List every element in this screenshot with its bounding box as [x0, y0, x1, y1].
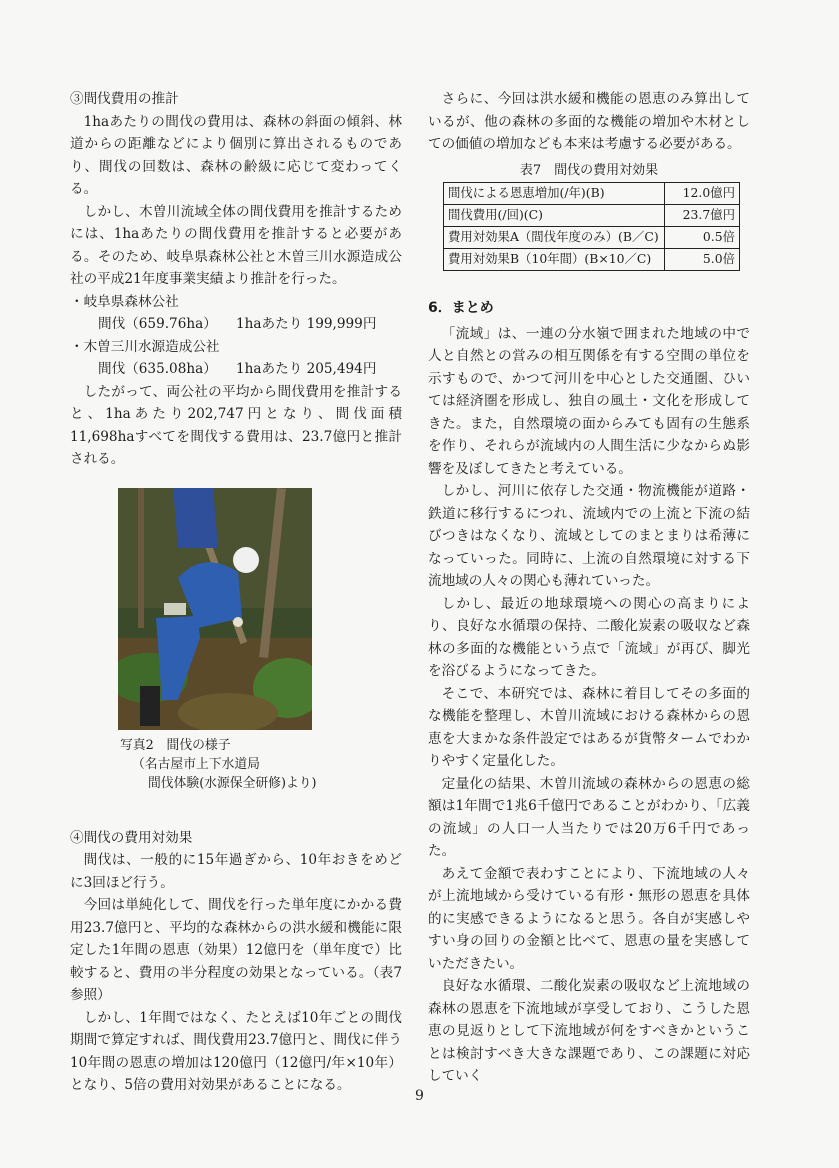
table-cell-value: 23.7億円	[665, 204, 740, 226]
section-title-summary: 6．まとめ	[428, 299, 494, 316]
page-number: 9	[415, 1088, 424, 1104]
table-cell-label: 費用対効果A（間伐年度のみ）(B／C)	[444, 226, 665, 248]
org-kiso-label: ・木曽三川水源造成公社	[70, 338, 220, 355]
paragraph: あえて金額で表わすことにより、下流地域の人々が上流地域から受けている有形・無形の恩恵を具体的に実感できるようになると思う。各自が実感しやすい身の回りの金額と比べて、恩恵の量を実感していただきたい。	[428, 865, 750, 972]
table-cell-label: 費用対効果B（10年間）(B×10／C)	[444, 248, 665, 270]
paragraph: しかし、最近の地球環境への関心の高まりにより、良好な水循環の保持、二酸化炭素の吸収など森林の多面的な機能という点で「流域」が再び、脚光を浴びるようになってきた。	[428, 595, 750, 679]
thinning-photo	[118, 488, 312, 730]
org-kiso-cost: 1haあたり 205,494円	[236, 361, 377, 377]
table-cell-label: 間伐による恩恵増加(/年)(B)	[444, 182, 665, 204]
table-cell-label: 間伐費用(/回)(C)	[444, 204, 665, 226]
caption-line: 間伐体験(水源保全研修)より)	[148, 775, 317, 791]
org-gifu-label: ・岐阜県森林公社	[70, 293, 179, 310]
org-kiso-cost-row	[70, 358, 402, 381]
paragraph: 良好な水循環、二酸化炭素の吸収など上流地域の森林の恩恵を下流地域が享受しており、こうした恩恵の見返りとして下流地域が何をすべきかということは検討すべき大きな課題であり、この課題に対応していく	[428, 978, 750, 1084]
paragraph: しかし、木曽川流域全体の間伐費用を推計するためには、1haあたりの間伐費用を推計すると必要がある。そのため、岐阜県森林公社と木曽三川水源造成公社の平成21年度事業実績より推計を行った。	[70, 203, 402, 287]
caption-line: 写真2 間伐の様子	[120, 737, 231, 753]
org-gifu-cost: 1haあたり 199,999円	[236, 316, 377, 332]
left-column	[70, 88, 402, 1097]
table-row	[444, 204, 740, 226]
table-row	[444, 226, 740, 248]
photo-caption	[120, 736, 402, 793]
right-column	[428, 88, 750, 1088]
paragraph: 間伐は、一般的に15年過ぎから、10年おきをめどに3回ほど行う。	[70, 852, 402, 891]
paragraph: しかし、1年間ではなく、たとえば10年ごとの間伐期間で算定すれば、間伐費用23.7億円と、間伐に伴う10年間の恩恵の増加は120億円（12億円/年×10年）となり、5倍の費用対効果があることになる。	[70, 1009, 402, 1093]
caption-line: （名古屋市上下水道局	[132, 756, 260, 772]
table-cell-value: 12.0億円	[665, 182, 740, 204]
section-heading-thinning-cost: ③間伐費用の推計	[70, 91, 179, 107]
paragraph: 定量化の結果、木曽川流域の森林からの恩恵の総額は1年間で1兆6千億円であることがわかり、「広義の流域」の人口一人当たりでは20万6千円であった。	[428, 775, 750, 859]
table-row	[444, 182, 740, 204]
cost-effect-table	[443, 182, 740, 271]
section-heading-cost-effect: ④間伐の費用対効果	[70, 829, 193, 846]
table-cell-value: 5.0倍	[665, 248, 740, 270]
paragraph: 今回は単純化して、間伐を行った単年度にかかる費用23.7億円と、平均的な森林からの洪水緩和機能に限定した1年間の恩恵（効果）12億円を（単年度で）比較すると、費用の半分程度の効果となっている。（表7参照）	[70, 897, 402, 1003]
thinning-photo-image	[118, 488, 312, 730]
paragraph: 「流域」は、一連の分水嶺で囲まれた地域の中で人と自然との営みの相互関係を有する空間の単位を示すもので、かつて河川を中心とした交通圏、ひいては経済圏を形成し、独自の風土・文化を形成してきた。また，自然環境の面からみても固有の生態系を作り、それらが流域内の人間生活に少なからぬ影響を及ぼしてきたと考えている。	[428, 325, 750, 477]
paragraph: さらに、今回は洪水緩和機能の恩恵のみ算出しているが、他の森林の多面的な機能の増加や木材としての価値の増加なども本来は考慮する必要がある。	[428, 91, 750, 152]
paragraph: したがって、両公社の平均から間伐費用を推計すると、1haあたり202,747円となり、間伐面積11,698haすべてを間伐する費用は、23.7億円と推計される。	[70, 383, 402, 467]
paragraph: 1haあたりの間伐の費用は、森林の斜面の傾斜、林道からの距離などにより個別に算出されるものであり、間伐の回数は、森林の齢級に応じて変わってくる。	[70, 113, 402, 197]
table-cell-value: 0.5倍	[665, 226, 740, 248]
org-gifu-cost-row	[70, 313, 402, 336]
org-kiso-area: 間伐（635.08ha）	[98, 361, 217, 377]
paragraph: そこで、本研究では、森林に着目してその多面的な機能を整理し、木曽川流域における森林からの恩恵を大まかな条件設定ではあるが貨幣タームでわかりやすく定量化した。	[428, 685, 750, 769]
table-row	[444, 248, 740, 270]
table-title: 表7 間伐の費用対効果	[519, 162, 659, 178]
paragraph: しかし、河川に依存した交通・物流機能が道路・鉄道に移行するにつれ、流域内での上流と下流の結びつきはなくなり、流域としてのまとまりは希薄になっていった。同時に、上流の自然環境に対する下流地域の人々の関心も薄れていった。	[428, 483, 750, 589]
org-gifu-area: 間伐（659.76ha）	[98, 316, 217, 332]
